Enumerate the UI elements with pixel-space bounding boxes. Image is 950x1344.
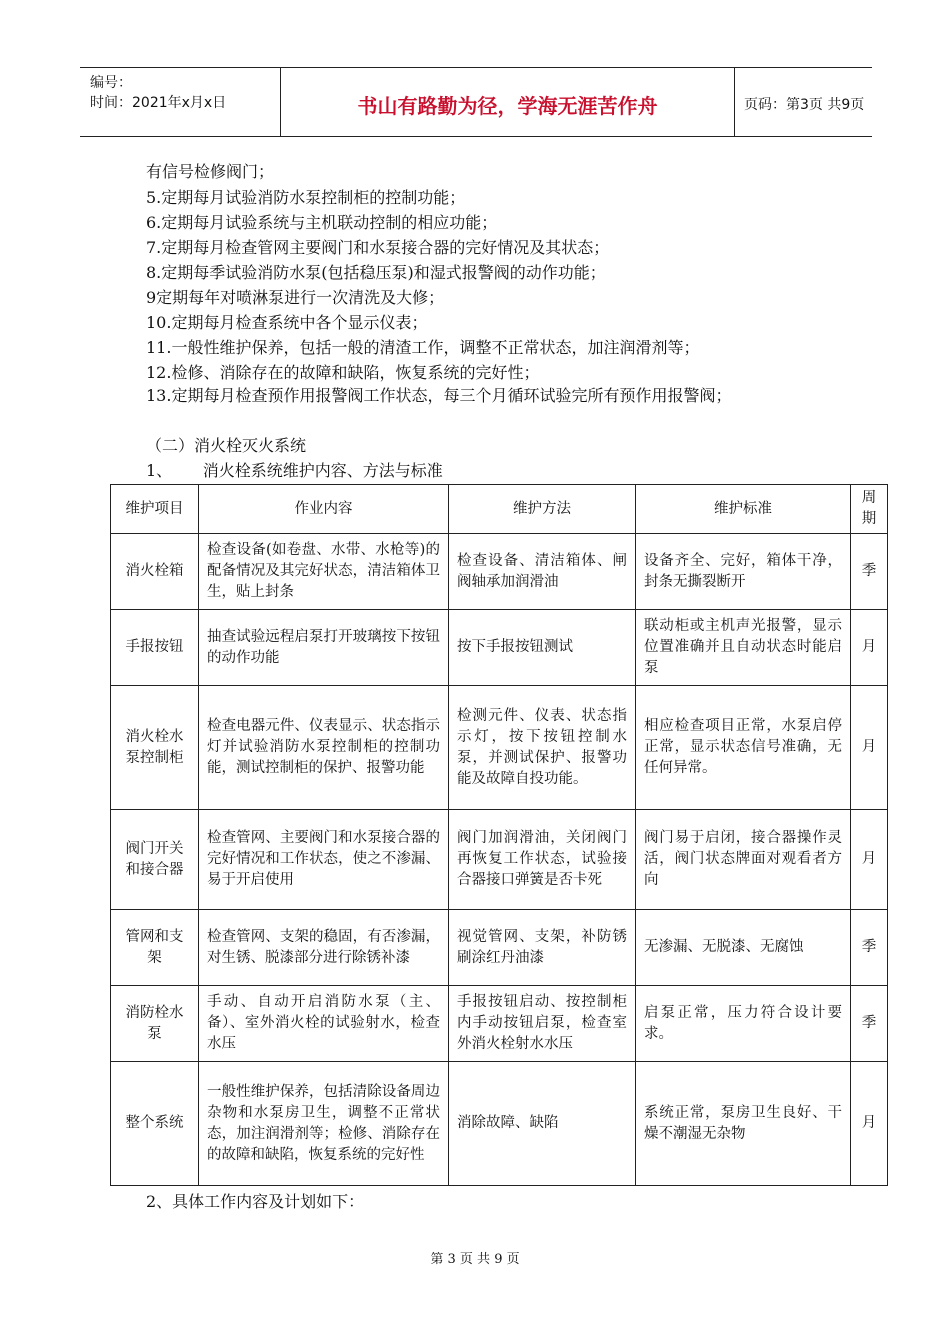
paragraph: 11.一般性维护保养，包括一般的清渣工作，调整不正常状态，加注润滑剂等； bbox=[146, 338, 700, 357]
cell-item: 消火栓箱 bbox=[111, 534, 199, 610]
cell-method: 手报按钮启动、按控制柜内手动按钮启泵，检查室外消火栓射水水压 bbox=[449, 986, 636, 1062]
section-title: （二）消火栓灭火系统 bbox=[146, 436, 307, 455]
paragraph: 12.检修、消除存在的故障和缺陷，恢复系统的完好性； bbox=[146, 363, 540, 382]
cell-item: 阀门开关和接合器 bbox=[111, 810, 199, 910]
cell-item: 管网和支架 bbox=[111, 910, 199, 986]
number-label: 编号： bbox=[90, 75, 132, 91]
table-header-row bbox=[111, 485, 888, 534]
paragraph: 13.定期每月检查预作用报警阀工作状态，每三个月循环试验完所有预作用报警阀； bbox=[146, 386, 732, 405]
table-row bbox=[111, 534, 888, 610]
cell-method: 视觉管网、支架，补防锈刷涂红丹油漆 bbox=[449, 910, 636, 986]
table-row bbox=[111, 910, 888, 986]
paragraph: 9定期每年对喷淋泵进行一次清洗及大修； bbox=[146, 288, 445, 307]
cell-content: 手动、自动开启消防水泵（主、备）、室外消火栓的试验射水，检查水压 bbox=[199, 986, 449, 1062]
cell-item: 手报按钮 bbox=[111, 610, 199, 686]
maintenance-table bbox=[110, 484, 888, 1186]
table-row bbox=[111, 986, 888, 1062]
header-meta bbox=[80, 68, 280, 136]
paragraph: 7.定期每月检查管网主要阀门和水泵接合器的完好情况及其状态； bbox=[146, 238, 610, 257]
header-motto-cell bbox=[280, 68, 735, 136]
cell-standard: 无渗漏、无脱漆、无腐蚀 bbox=[636, 910, 851, 986]
motto: 书山有路勤为径，学海无涯苦作舟 bbox=[357, 94, 658, 118]
cell-standard: 启泵正常，压力符合设计要求。 bbox=[636, 986, 851, 1062]
header-cycle: 周期 bbox=[851, 485, 888, 534]
cell-item: 整个系统 bbox=[111, 1062, 199, 1186]
cell-standard: 相应检查项目正常，水泵启停正常，显示状态信号准确，无任何异常。 bbox=[636, 686, 851, 810]
cell-method: 检测元件、仪表、状态指示灯，按下按钮控制水泵，并测试保护、报警功能及故障自投功能。 bbox=[449, 686, 636, 810]
paragraph: 5.定期每月试验消防水泵控制柜的控制功能； bbox=[146, 188, 466, 207]
cell-cycle: 月 bbox=[851, 810, 888, 910]
cell-standard: 联动柜或主机声光报警，显示位置准确并且自动状态时能启泵 bbox=[636, 610, 851, 686]
header-method: 维护方法 bbox=[449, 485, 636, 534]
cell-content: 抽查试验远程启泵打开玻璃按下按钮的动作功能 bbox=[199, 610, 449, 686]
cell-cycle: 季 bbox=[851, 986, 888, 1062]
paragraph: 10.定期每月检查系统中各个显示仪表； bbox=[146, 313, 428, 332]
after-table-heading: 2、具体工作内容及计划如下： bbox=[146, 1192, 365, 1211]
header-standard: 维护标准 bbox=[636, 485, 851, 534]
cell-method: 阀门加润滑油，关闭阀门再恢复工作状态，试验接合器接口弹簧是否卡死 bbox=[449, 810, 636, 910]
cell-method: 检查设备、清洁箱体、闸阀轴承加润滑油 bbox=[449, 534, 636, 610]
table-row bbox=[111, 610, 888, 686]
cell-content: 检查设备(如卷盘、水带、水枪等)的配备情况及其完好状态，清洁箱体卫生，贴上封条 bbox=[199, 534, 449, 610]
page-footer: 第 3 页 共 9 页 bbox=[430, 1252, 520, 1267]
paragraph: 6.定期每月试验系统与主机联动控制的相应功能； bbox=[146, 213, 498, 232]
cell-standard: 设备齐全、完好，箱体干净，封条无撕裂断开 bbox=[636, 534, 851, 610]
table-row bbox=[111, 1062, 888, 1186]
cell-cycle: 季 bbox=[851, 910, 888, 986]
table-row bbox=[111, 686, 888, 810]
cell-content: 检查管网、主要阀门和水泵接合器的完好情况和工作状态，使之不渗漏、易于开启使用 bbox=[199, 810, 449, 910]
page-info: 页码：第3页 共9页 bbox=[744, 97, 865, 113]
cell-cycle: 月 bbox=[851, 610, 888, 686]
cell-method: 按下手报按钮测试 bbox=[449, 610, 636, 686]
subsection-title: 1、 消火栓系统维护内容、方法与标准 bbox=[146, 461, 443, 480]
paragraph: 有信号检修阀门； bbox=[146, 162, 275, 181]
cell-cycle: 季 bbox=[851, 534, 888, 610]
header-content: 作业内容 bbox=[199, 485, 449, 534]
time-label: 时间：2021年x月x日 bbox=[90, 95, 227, 111]
cell-item: 消火栓水泵控制柜 bbox=[111, 686, 199, 810]
page-header bbox=[80, 67, 872, 137]
cell-content: 检查管网、支架的稳固，有否渗漏，对生锈、脱漆部分进行除锈补漆 bbox=[199, 910, 449, 986]
cell-cycle: 月 bbox=[851, 686, 888, 810]
cell-standard: 系统正常，泵房卫生良好、干燥不潮湿无杂物 bbox=[636, 1062, 851, 1186]
table-row bbox=[111, 810, 888, 910]
cell-standard: 阀门易于启闭，接合器操作灵活，阀门状态牌面对观看者方向 bbox=[636, 810, 851, 910]
cell-cycle: 月 bbox=[851, 1062, 888, 1186]
paragraph: 8.定期每季试验消防水泵(包括稳压泵)和湿式报警阀的动作功能； bbox=[146, 263, 606, 282]
header-page-cell bbox=[734, 68, 872, 136]
cell-content: 检查电器元件、仪表显示、状态指示灯并试验消防水泵控制柜的控制功能，测试控制柜的保护、报警功能 bbox=[199, 686, 449, 810]
cell-item: 消防栓水泵 bbox=[111, 986, 199, 1062]
cell-content: 一般性维护保养，包括清除设备周边杂物和水泵房卫生，调整不正常状态，加注润滑剂等；检修、消除存在的故障和缺陷，恢复系统的完好性 bbox=[199, 1062, 449, 1186]
header-item: 维护项目 bbox=[111, 485, 199, 534]
cell-method: 消除故障、缺陷 bbox=[449, 1062, 636, 1186]
